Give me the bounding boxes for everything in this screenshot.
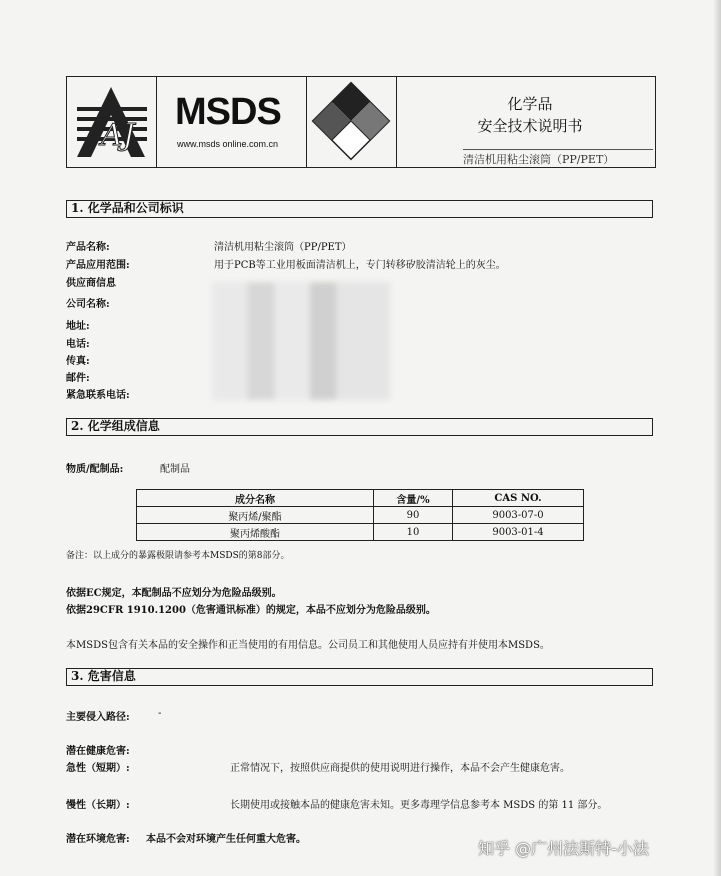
cell-content: 10 [374,524,453,541]
usage-label: 产品应用范围: [66,260,130,271]
acute-value: 正常情况下，按照供应商提供的使用说明进行操作，本品不会产生健康危害。 [230,763,570,774]
email-label: 邮件: [66,373,90,384]
table-header-row [137,490,584,507]
hazard-diamond-icon [307,77,395,165]
msds-brand [157,77,307,167]
route-value: - [158,708,162,719]
msds-url: www.msds online.com.cn [177,139,279,149]
env-value: 本品不会对环境产生任何重大危害。 [146,834,306,845]
msds-wordmark: MSDS [175,91,281,133]
supplier-label: 供应商信息 [66,278,116,289]
product-name-label: 产品名称: [66,242,110,253]
table-row [137,507,584,524]
chronic-value: 长期使用或接触本品的健康危害未知。更多毒理学信息参考本 MSDS 的第 11 部分。 [230,800,608,811]
substance-label: 物质/配制品: [66,464,124,475]
phone-label: 电话: [66,339,90,350]
address-label: 地址: [66,321,90,332]
chronic-label: 慢性（长期）: [66,800,130,811]
cell-cas: 9003-01-4 [453,524,584,541]
emergency-label: 紧急联系电话: [66,390,130,401]
title-line1: 化学品 [507,95,553,113]
section-2-header: 2. 化学组成信息 [66,418,653,436]
col-cas: CAS NO. [453,490,584,507]
scan-edge-shadow [713,0,721,876]
document-title [415,93,645,137]
subtitle-rule [463,149,653,150]
aj-logo-icon [67,77,155,165]
col-component: 成分名称 [137,490,374,507]
fax-label: 传真: [66,356,90,367]
section-1-header: 1. 化学品和公司标识 [66,200,653,218]
product-name-value: 清洁机用粘尘滚筒（PP/PET） [214,242,352,253]
col-content: 含量/% [374,490,453,507]
product-subtitle: 清洁机用粘尘滚筒（PP/PET） [463,153,615,166]
ec-statement: 依据EC规定，本配制品不应划分为危险品级别。 [66,588,282,599]
hazard-diamond [307,77,397,167]
svg-text:AJ: AJ [101,118,135,153]
composition-table [136,489,584,541]
table-row [137,524,584,541]
title-line2: 安全技术说明书 [477,117,583,135]
cell-content: 90 [374,507,453,524]
section-3-header: 3. 危害信息 [66,668,653,686]
source-watermark: 知乎 @广州法斯特-小法 [478,839,649,858]
env-label: 潜在环境危害: [66,834,130,845]
cell-component: 聚丙烯/聚酯 [137,507,374,524]
company-logo [67,77,157,167]
substance-value: 配制品 [160,464,190,475]
cell-cas: 9003-07-0 [453,507,584,524]
usage-value: 用于PCB等工业用板面清洁机上，专门转移矽胶清洁轮上的灰尘。 [214,260,506,271]
info-statement: 本MSDS包含有关本品的安全操作和正当使用的有用信息。公司员工和其他使用人员应持有并使用本MSDS。 [66,640,550,651]
cell-component: 聚丙烯酸酯 [137,524,374,541]
company-label: 公司名称: [66,299,110,310]
redacted-contact-info [212,282,390,400]
route-label: 主要侵入路径: [66,712,130,723]
acute-label: 急性（短期）: [66,763,130,774]
document-header [66,76,656,168]
health-label: 潜在健康危害: [66,746,130,757]
cfr-statement: 依据29CFR 1910.1200（危害通讯标准）的规定，本品不应划分为危险品级别。 [66,605,436,616]
exposure-note: 备注：以上成分的暴露极限请参考本MSDS的第8部分。 [66,551,290,561]
